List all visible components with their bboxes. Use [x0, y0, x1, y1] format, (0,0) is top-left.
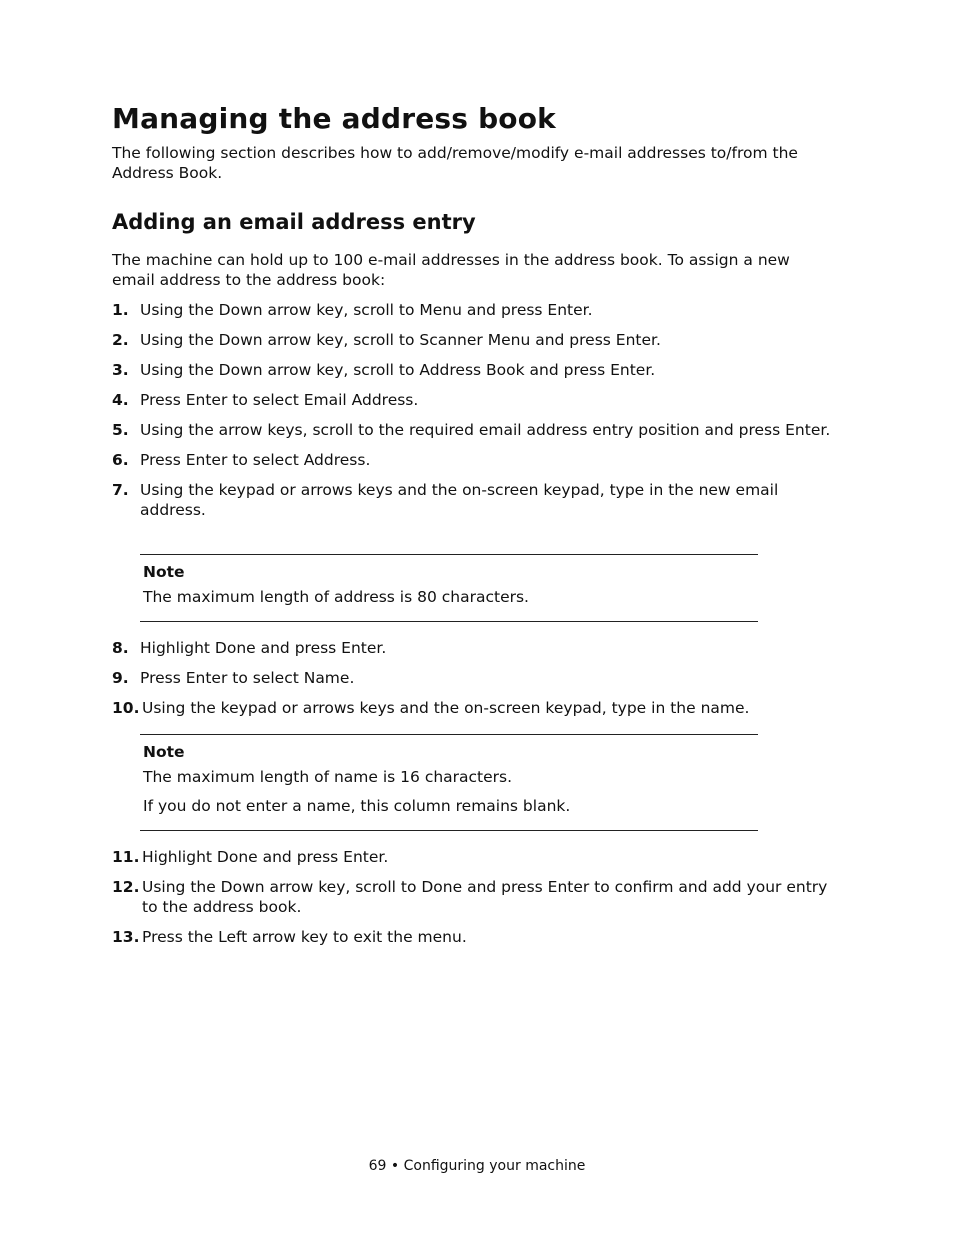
step-item: 12. Using the Down arrow key, scroll to Done and press Enter to confirm and add your entry to the address book.: [112, 878, 828, 916]
intro-paragraph: The following section describes how to add/remove/modify e-mail addresses to/from the Address Book.: [112, 144, 798, 182]
note-text: The maximum length of address is 80 characters.: [143, 588, 529, 606]
step-item: 9. Press Enter to select Name.: [112, 669, 355, 687]
step-item: 10. Using the keypad or arrows keys and the on-screen keypad, type in the name.: [112, 699, 750, 717]
lead-paragraph: The machine can hold up to 100 e-mail addresses in the address book. To assign a new email address to the address book:: [112, 251, 790, 289]
step-item: 6. Press Enter to select Address.: [112, 451, 371, 469]
step-item: 7. Using the keypad or arrows keys and the on-screen keypad, type in the new email address.: [112, 481, 779, 519]
step-item: 1. Using the Down arrow key, scroll to Menu and press Enter.: [112, 301, 593, 319]
step-item: 11. Highlight Done and press Enter.: [112, 848, 389, 866]
step-item: 4. Press Enter to select Email Address.: [112, 391, 419, 409]
steps-list-part-2: [112, 638, 834, 728]
note-title: Note: [143, 743, 185, 761]
steps-list-part-3: [112, 847, 834, 957]
page-footer: 69 • Configuring your machine: [368, 1158, 586, 1174]
note-box: [140, 734, 758, 831]
step-item: 8. Highlight Done and press Enter.: [112, 639, 387, 657]
step-item: 5. Using the arrow keys, scroll to the required email address entry position and press Enter.: [112, 421, 831, 439]
step-item: 3. Using the Down arrow key, scroll to Address Book and press Enter.: [112, 361, 656, 379]
step-item: 13. Press the Left arrow key to exit the menu.: [112, 928, 467, 946]
note-title: Note: [143, 563, 185, 581]
section-title: Adding an email address entry: [112, 210, 476, 234]
note-box: [140, 554, 758, 622]
note-text: If you do not enter a name, this column remains blank.: [143, 797, 571, 815]
steps-list-part-1: [112, 300, 834, 530]
step-item: 2. Using the Down arrow key, scroll to Scanner Menu and press Enter.: [112, 331, 661, 349]
note-text: The maximum length of name is 16 characters.: [143, 768, 513, 786]
page-title: Managing the address book: [112, 102, 557, 135]
